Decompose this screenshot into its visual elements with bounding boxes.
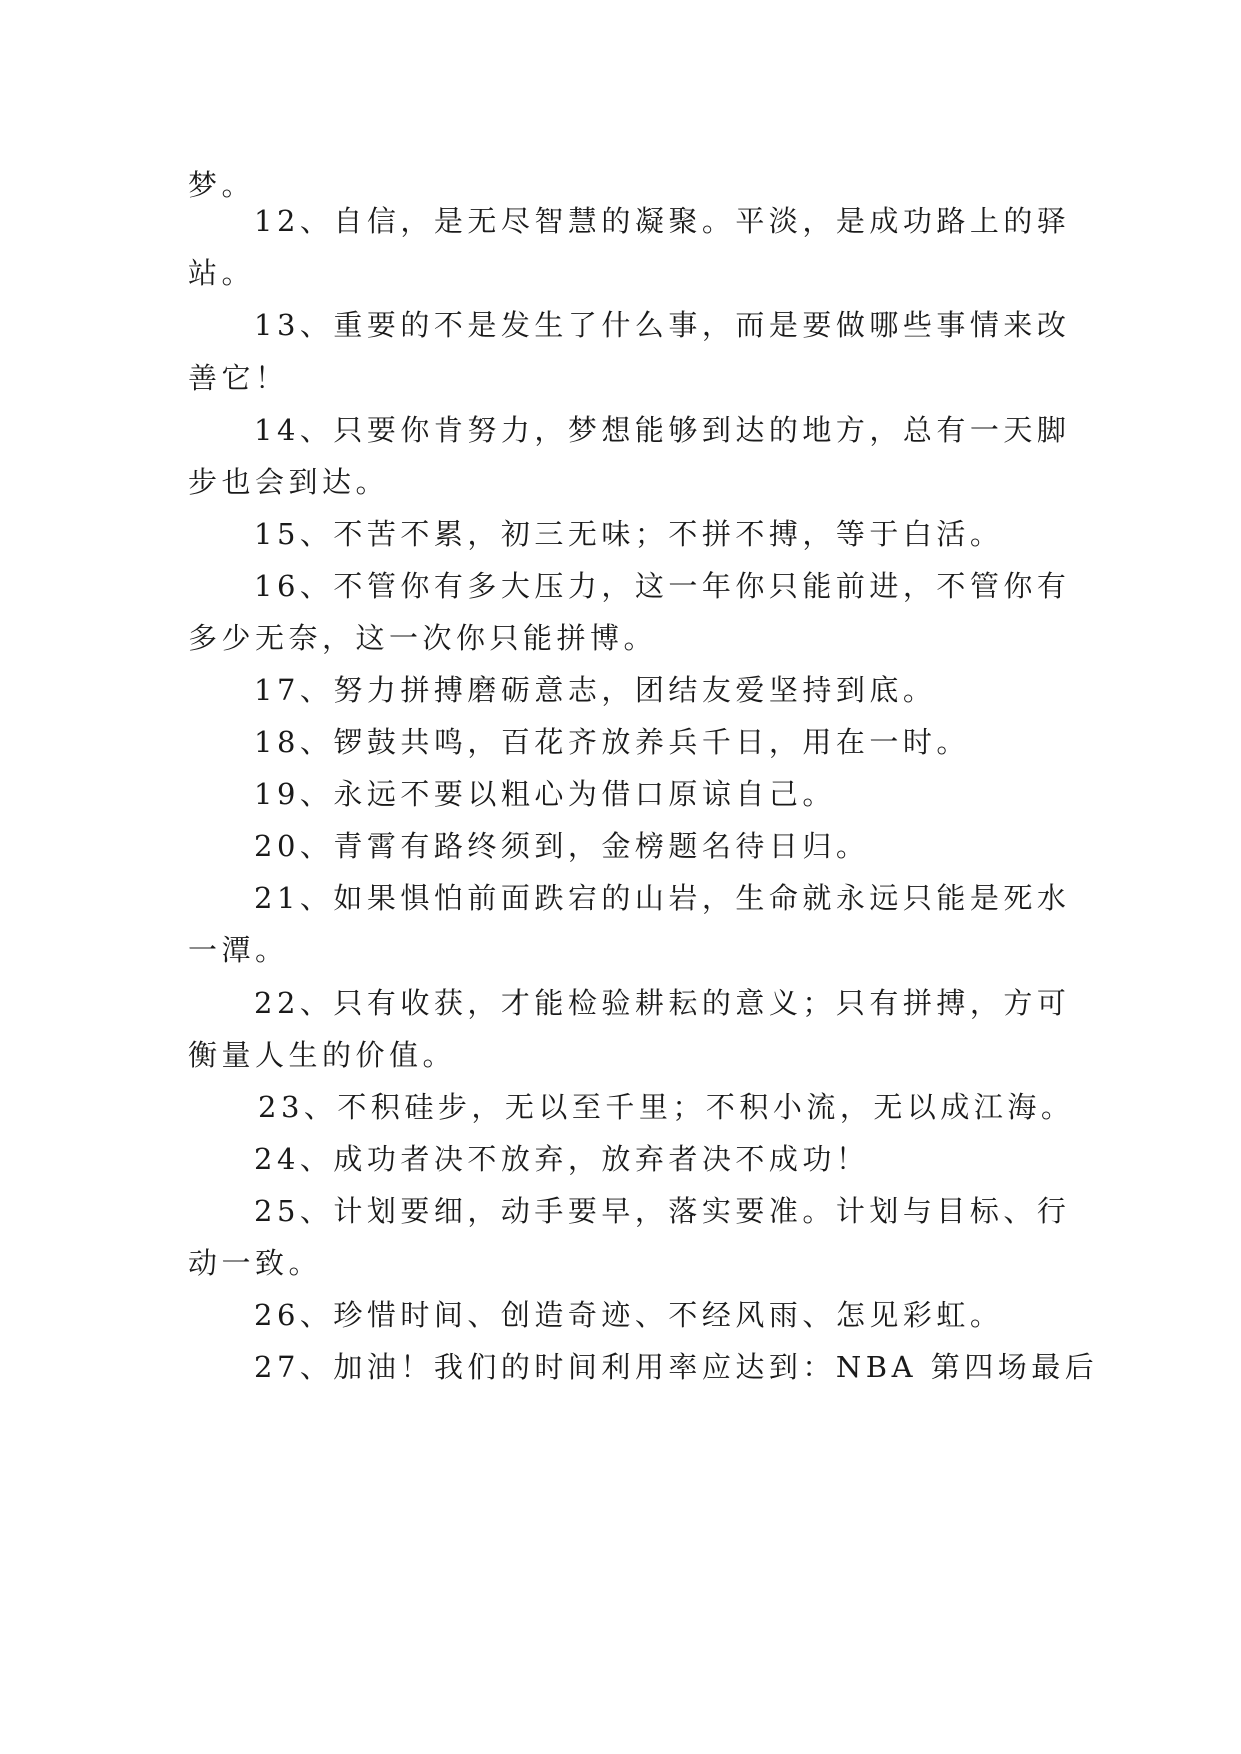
text-line: 善它！ (188, 361, 289, 395)
text-line: 多少无奈，这一次你只能拼博。 (188, 621, 658, 655)
text-line: 26、珍惜时间、创造奇迹、不经风雨、怎见彩虹。 (254, 1298, 1004, 1332)
text-line: 19、永远不要以粗心为借口原谅自己。 (254, 777, 836, 811)
text-line: 12、自信，是无尽智慧的凝聚。平淡，是成功路上的驿 (254, 204, 1071, 238)
text-line: 17、努力拼搏磨砺意志，团结友爱坚持到底。 (254, 673, 937, 707)
text-line: 18、锣鼓共鸣，百花齐放养兵千日，用在一时。 (254, 725, 970, 759)
text-line: 衡量人生的价值。 (188, 1038, 457, 1072)
text-line: 22、只有收获，才能检验耕耘的意义；只有拼搏，方可 (254, 986, 1071, 1020)
text-line: 15、不苦不累，初三无味；不拼不搏，等于白活。 (254, 517, 1004, 551)
text-line: 21、如果惧怕前面跌宕的山岩，生命就永远只能是死水 (254, 881, 1071, 915)
text-line: 20、青霄有路终须到，金榜题名待日归。 (254, 829, 870, 863)
text-line: 16、不管你有多大压力，这一年你只能前进，不管你有 (254, 569, 1071, 603)
text-line: 梦。 (188, 168, 256, 202)
text-line: 25、计划要细，动手要早，落实要准。计划与目标、行 (254, 1194, 1071, 1228)
text-line: 13、重要的不是发生了什么事，而是要做哪些事情来改 (254, 308, 1071, 342)
text-line: 步也会到达。 (188, 465, 390, 499)
text-line: 站。 (188, 256, 256, 290)
text-line: 动一致。 (188, 1246, 323, 1280)
text-line: 14、只要你肯努力，梦想能够到达的地方，总有一天脚 (254, 413, 1071, 447)
text-line: 一潭。 (188, 933, 289, 967)
text-line: 23、不积硅步，无以至千里；不积小流，无以成江海。 (258, 1090, 1075, 1124)
text-line: 27、加油！我们的时间利用率应达到：NBA 第四场最后 (254, 1350, 1099, 1384)
text-line: 24、成功者决不放弃，放弃者决不成功！ (254, 1142, 870, 1176)
